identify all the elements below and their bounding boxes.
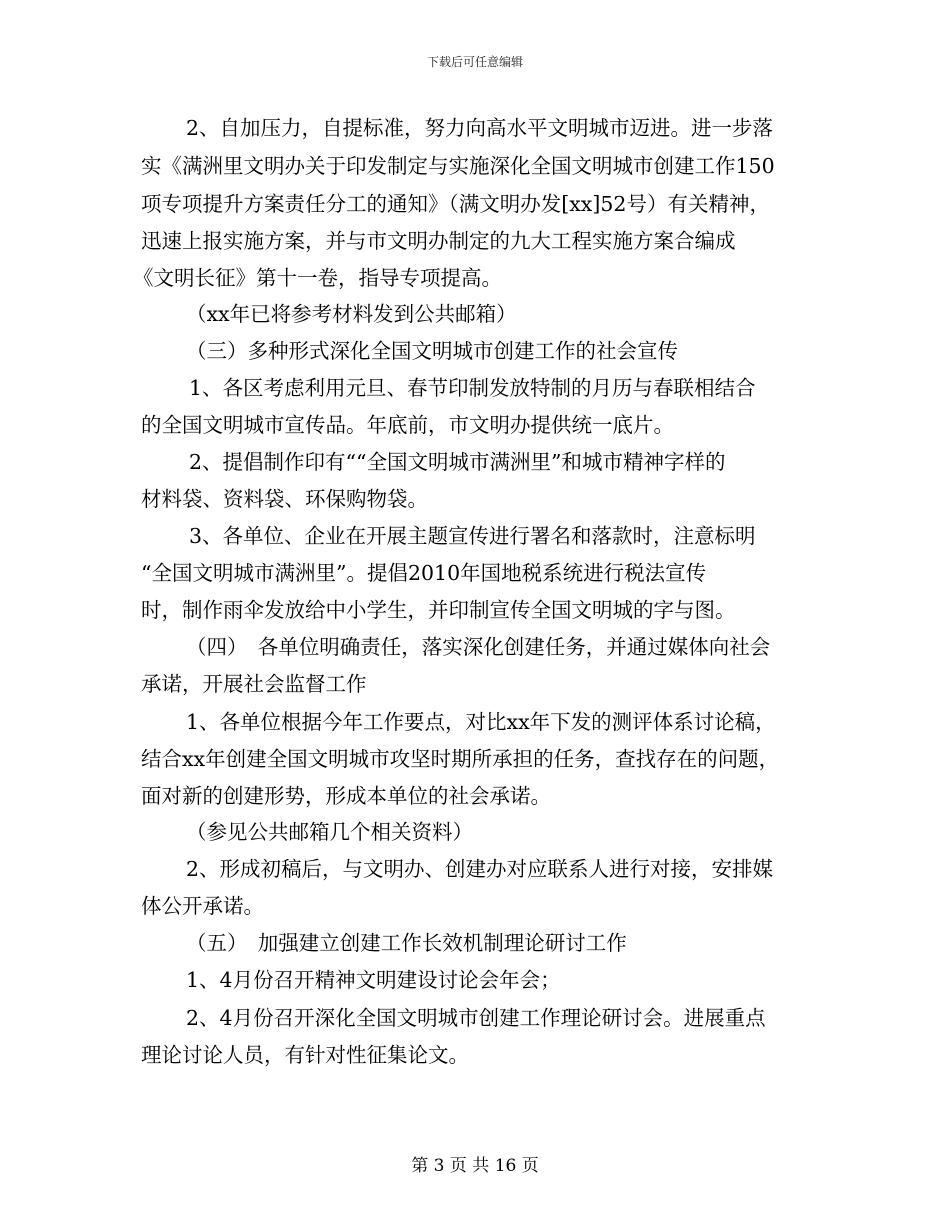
paragraph-line: 1、4月份召开精神文明建设讨论会年会； [186, 968, 561, 992]
paragraph-line: 实《满洲里文明办关于印发制定与实施深化全国文明城市创建工作150 [141, 154, 775, 178]
paragraph-line: 2、4月份召开深化全国文明城市创建工作理论研讨会。进展重点 [186, 1006, 766, 1030]
paragraph-line: 《文明长征》第十一卷，指导专项提高。 [133, 266, 502, 290]
page-number: 第 3 页 共 16 页 [411, 1156, 539, 1176]
paragraph-line: 面对新的创建形势，形成本单位的社会承诺。 [141, 784, 551, 808]
paragraph-line: 2、形成初稿后，与文明办、创建办对应联系人进行对接，安排媒 [186, 857, 774, 881]
paragraph-line: 的全国文明城市宣传品。年底前，市文明办提供统一底片。 [141, 413, 674, 437]
paragraph-line: （参见公共邮箱几个相关资料） [186, 820, 473, 844]
paragraph-line: 承诺，开展社会监督工作 [141, 672, 367, 696]
page-header: 下载后可任意编辑 [426, 55, 523, 69]
paragraph-line: 3、各单位、企业在开展主题宣传进行署名和落款时，注意标明 [189, 524, 756, 548]
paragraph-line: 2、提倡制作印有““全国文明城市满洲里”和城市精神字样的 [189, 450, 726, 474]
paragraph-line: 体公开承诺。 [141, 894, 264, 918]
paragraph-line: 时，制作雨伞发放给中小学生，并印制宣传全国文明城的字与图。 [141, 598, 736, 622]
paragraph-line: 理论讨论人员，有针对性征集论文。 [141, 1043, 469, 1067]
paragraph-line: 1、各单位根据今年工作要点，对比xx年下发的测评体系讨论稿， [186, 710, 776, 734]
paragraph-line: 结合xx年创建全国文明城市攻坚时期所承担的任务，查找存在的问题， [141, 747, 780, 771]
paragraph-line: （xx年已将参考材料发到公共邮箱） [186, 302, 517, 326]
paragraph-line: “全国文明城市满洲里”。提倡2010年国地税系统进行税法宣传 [141, 561, 707, 585]
paragraph-line: 项专项提升方案责任分工的通知》（满文明办发[xx]52号）有关精神， [141, 192, 770, 216]
section-heading: （三）多种形式深化全国文明城市创建工作的社会宣传 [186, 339, 678, 363]
paragraph-line: 迅速上报实施方案，并与市文明办制定的九大工程实施方案合编成 [141, 229, 736, 253]
section-heading: （五） 加强建立创建工作长效机制理论研讨工作 [186, 931, 627, 955]
paragraph-line: 2、自加压力，自提标准，努力向高水平文明城市迈进。进一步落 [186, 116, 774, 140]
section-heading: （四） 各单位明确责任，落实深化创建任务，并通过媒体向社会 [186, 635, 771, 659]
paragraph-line: 材料袋、资料袋、环保购物袋。 [141, 487, 428, 511]
paragraph-line: 1、各区考虑利用元旦、春节印制发放特制的月历与春联相结合 [189, 376, 756, 400]
